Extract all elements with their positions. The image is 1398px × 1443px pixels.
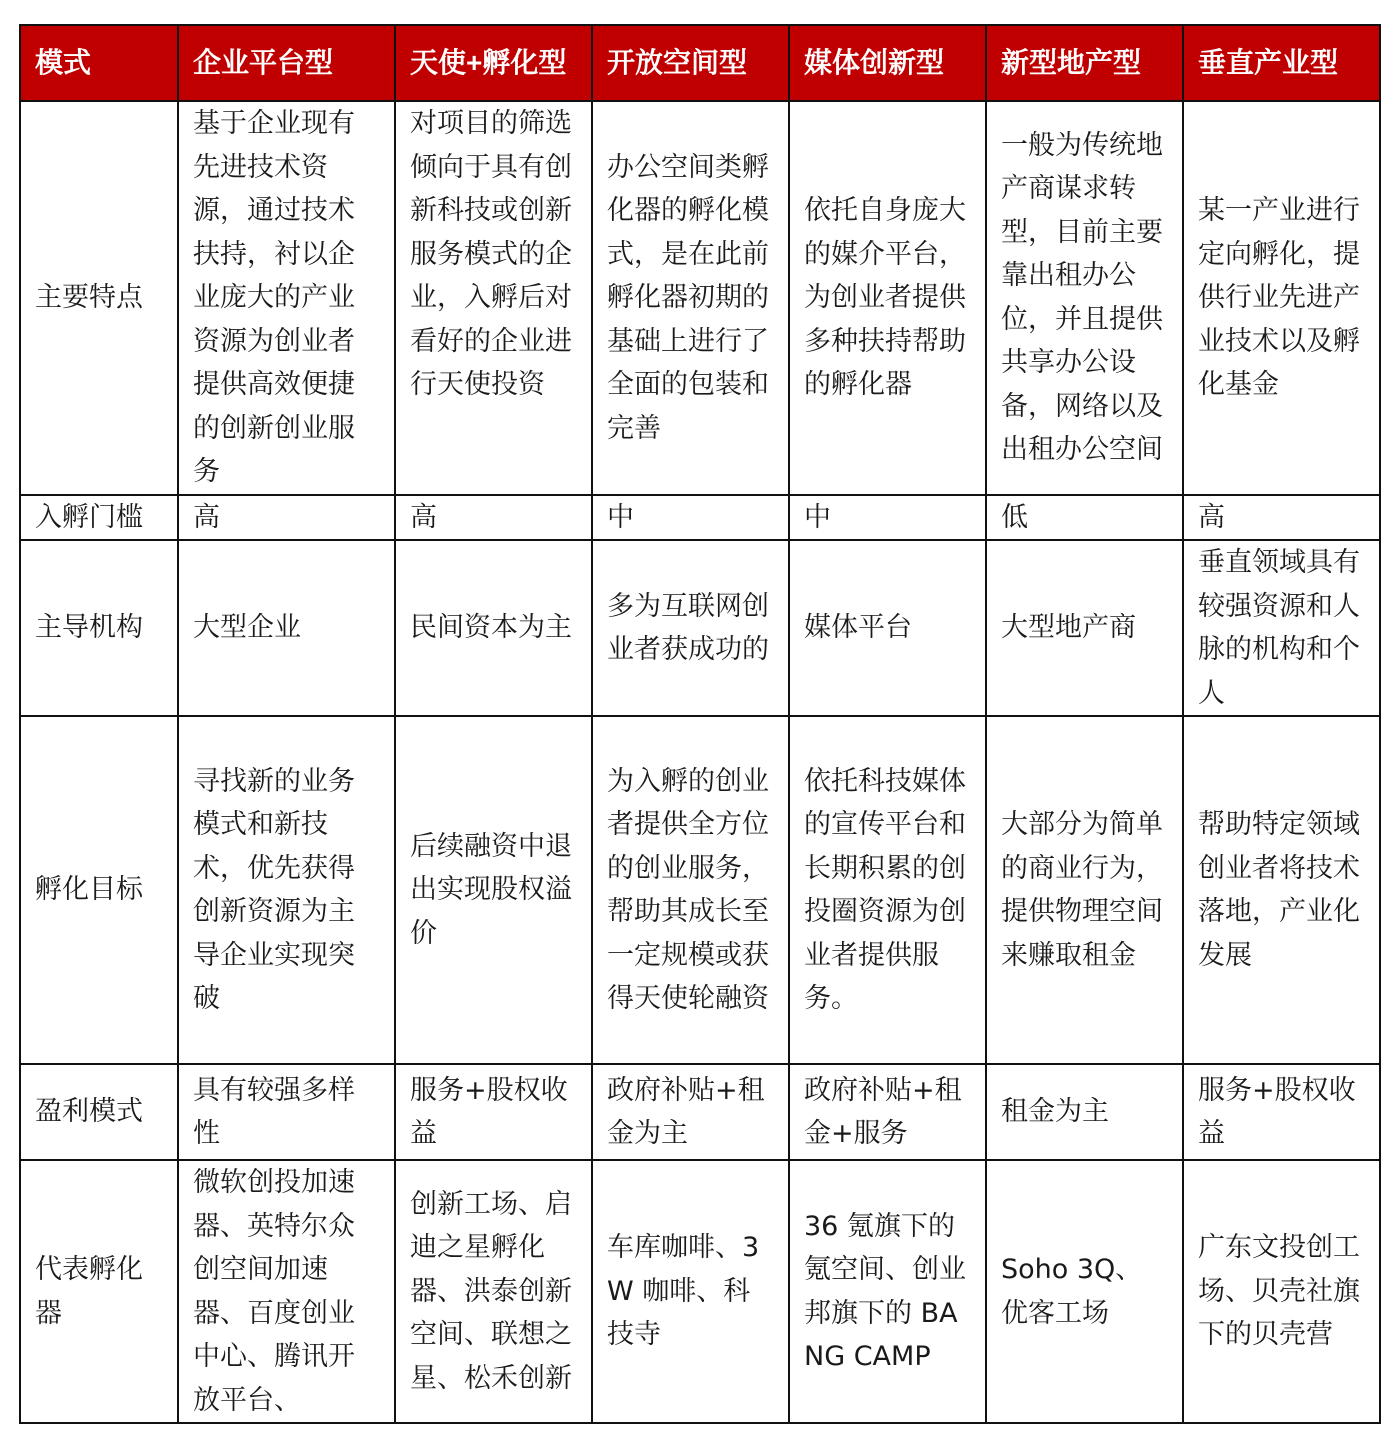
header-cell-mode: 模式 — [20, 25, 178, 101]
table-row — [20, 101, 1380, 495]
table-cell: 大型企业 — [178, 540, 395, 716]
header-row — [20, 25, 1380, 101]
row-label: 主要特点 — [20, 101, 178, 495]
table-cell: 租金为主 — [986, 1064, 1183, 1160]
row-label: 代表孵化器 — [20, 1160, 178, 1423]
table-cell: 中 — [592, 495, 789, 541]
table-cell: 广东文投创工场、贝壳社旗下的贝壳营 — [1183, 1160, 1380, 1423]
header-cell-new-real-estate: 新型地产型 — [986, 25, 1183, 101]
table-cell: 某一产业进行定向孵化，提供行业先进产业技术以及孵化基金 — [1183, 101, 1380, 495]
header-cell-angel-incubation: 天使+孵化型 — [395, 25, 592, 101]
row-label: 孵化目标 — [20, 716, 178, 1064]
table-cell: 中 — [789, 495, 986, 541]
table-cell: 36 氪旗下的氪空间、创业邦旗下的 BANG CAMP — [789, 1160, 986, 1423]
row-label: 主导机构 — [20, 540, 178, 716]
table-cell: 一般为传统地产商谋求转型，目前主要靠出租办公位，并且提供共享办公设备，网络以及出租办公空间 — [986, 101, 1183, 495]
table-cell: 后续融资中退出实现股权溢价 — [395, 716, 592, 1064]
row-label: 盈利模式 — [20, 1064, 178, 1160]
table-cell: 多为互联网创业者获成功的 — [592, 540, 789, 716]
table-row — [20, 540, 1380, 716]
table-cell: 低 — [986, 495, 1183, 541]
table-cell: 办公空间类孵化器的孵化模式，是在此前孵化器初期的基础上进行了全面的包装和完善 — [592, 101, 789, 495]
table-cell: 依托自身庞大的媒介平台，为创业者提供多种扶持帮助的孵化器 — [789, 101, 986, 495]
table-cell: 具有较强多样性 — [178, 1064, 395, 1160]
table-cell: 服务+股权收益 — [1183, 1064, 1380, 1160]
table-cell: 寻找新的业务模式和新技术，优先获得创新资源为主导企业实现突破 — [178, 716, 395, 1064]
table-cell: 垂直领域具有较强资源和人脉的机构和个人 — [1183, 540, 1380, 716]
table-cell: 高 — [178, 495, 395, 541]
table-cell: 大部分为简单的商业行为，提供物理空间来赚取租金 — [986, 716, 1183, 1064]
table-cell: 车库咖啡、3W 咖啡、科技寺 — [592, 1160, 789, 1423]
header-cell-enterprise-platform: 企业平台型 — [178, 25, 395, 101]
table-cell: 帮助特定领域创业者将技术落地，产业化发展 — [1183, 716, 1380, 1064]
table-cell: 基于企业现有先进技术资源，通过技术扶持，衬以企业庞大的产业资源为创业者提供高效便捷的创新创业服务 — [178, 101, 395, 495]
table-cell: 高 — [395, 495, 592, 541]
table-cell: 政府补贴+租金为主 — [592, 1064, 789, 1160]
table-cell: 依托科技媒体的宣传平台和长期积累的创投圈资源为创业者提供服务。 — [789, 716, 986, 1064]
header-cell-media-innovation: 媒体创新型 — [789, 25, 986, 101]
table-row — [20, 495, 1380, 541]
table-row — [20, 1064, 1380, 1160]
table-cell: 服务+股权收益 — [395, 1064, 592, 1160]
table-cell: 为入孵的创业者提供全方位的创业服务，帮助其成长至一定规模或获得天使轮融资 — [592, 716, 789, 1064]
header-cell-open-space: 开放空间型 — [592, 25, 789, 101]
table-cell: Soho 3Q、优客工场 — [986, 1160, 1183, 1423]
table-cell: 媒体平台 — [789, 540, 986, 716]
table-cell: 创新工场、启迪之星孵化器、洪泰创新空间、联想之星、松禾创新 — [395, 1160, 592, 1423]
table-cell: 民间资本为主 — [395, 540, 592, 716]
table-cell: 大型地产商 — [986, 540, 1183, 716]
header-cell-vertical-industry: 垂直产业型 — [1183, 25, 1380, 101]
incubator-comparison-table — [19, 24, 1381, 1424]
row-label: 入孵门槛 — [20, 495, 178, 541]
table-row — [20, 1160, 1380, 1423]
table-row — [20, 716, 1380, 1064]
table-cell: 对项目的筛选倾向于具有创新科技或创新服务模式的企业，入孵后对看好的企业进行天使投资 — [395, 101, 592, 495]
table-cell: 政府补贴+租金+服务 — [789, 1064, 986, 1160]
table-cell: 微软创投加速器、英特尔众创空间加速器、百度创业中心、腾讯开放平台、 — [178, 1160, 395, 1423]
table-cell: 高 — [1183, 495, 1380, 541]
